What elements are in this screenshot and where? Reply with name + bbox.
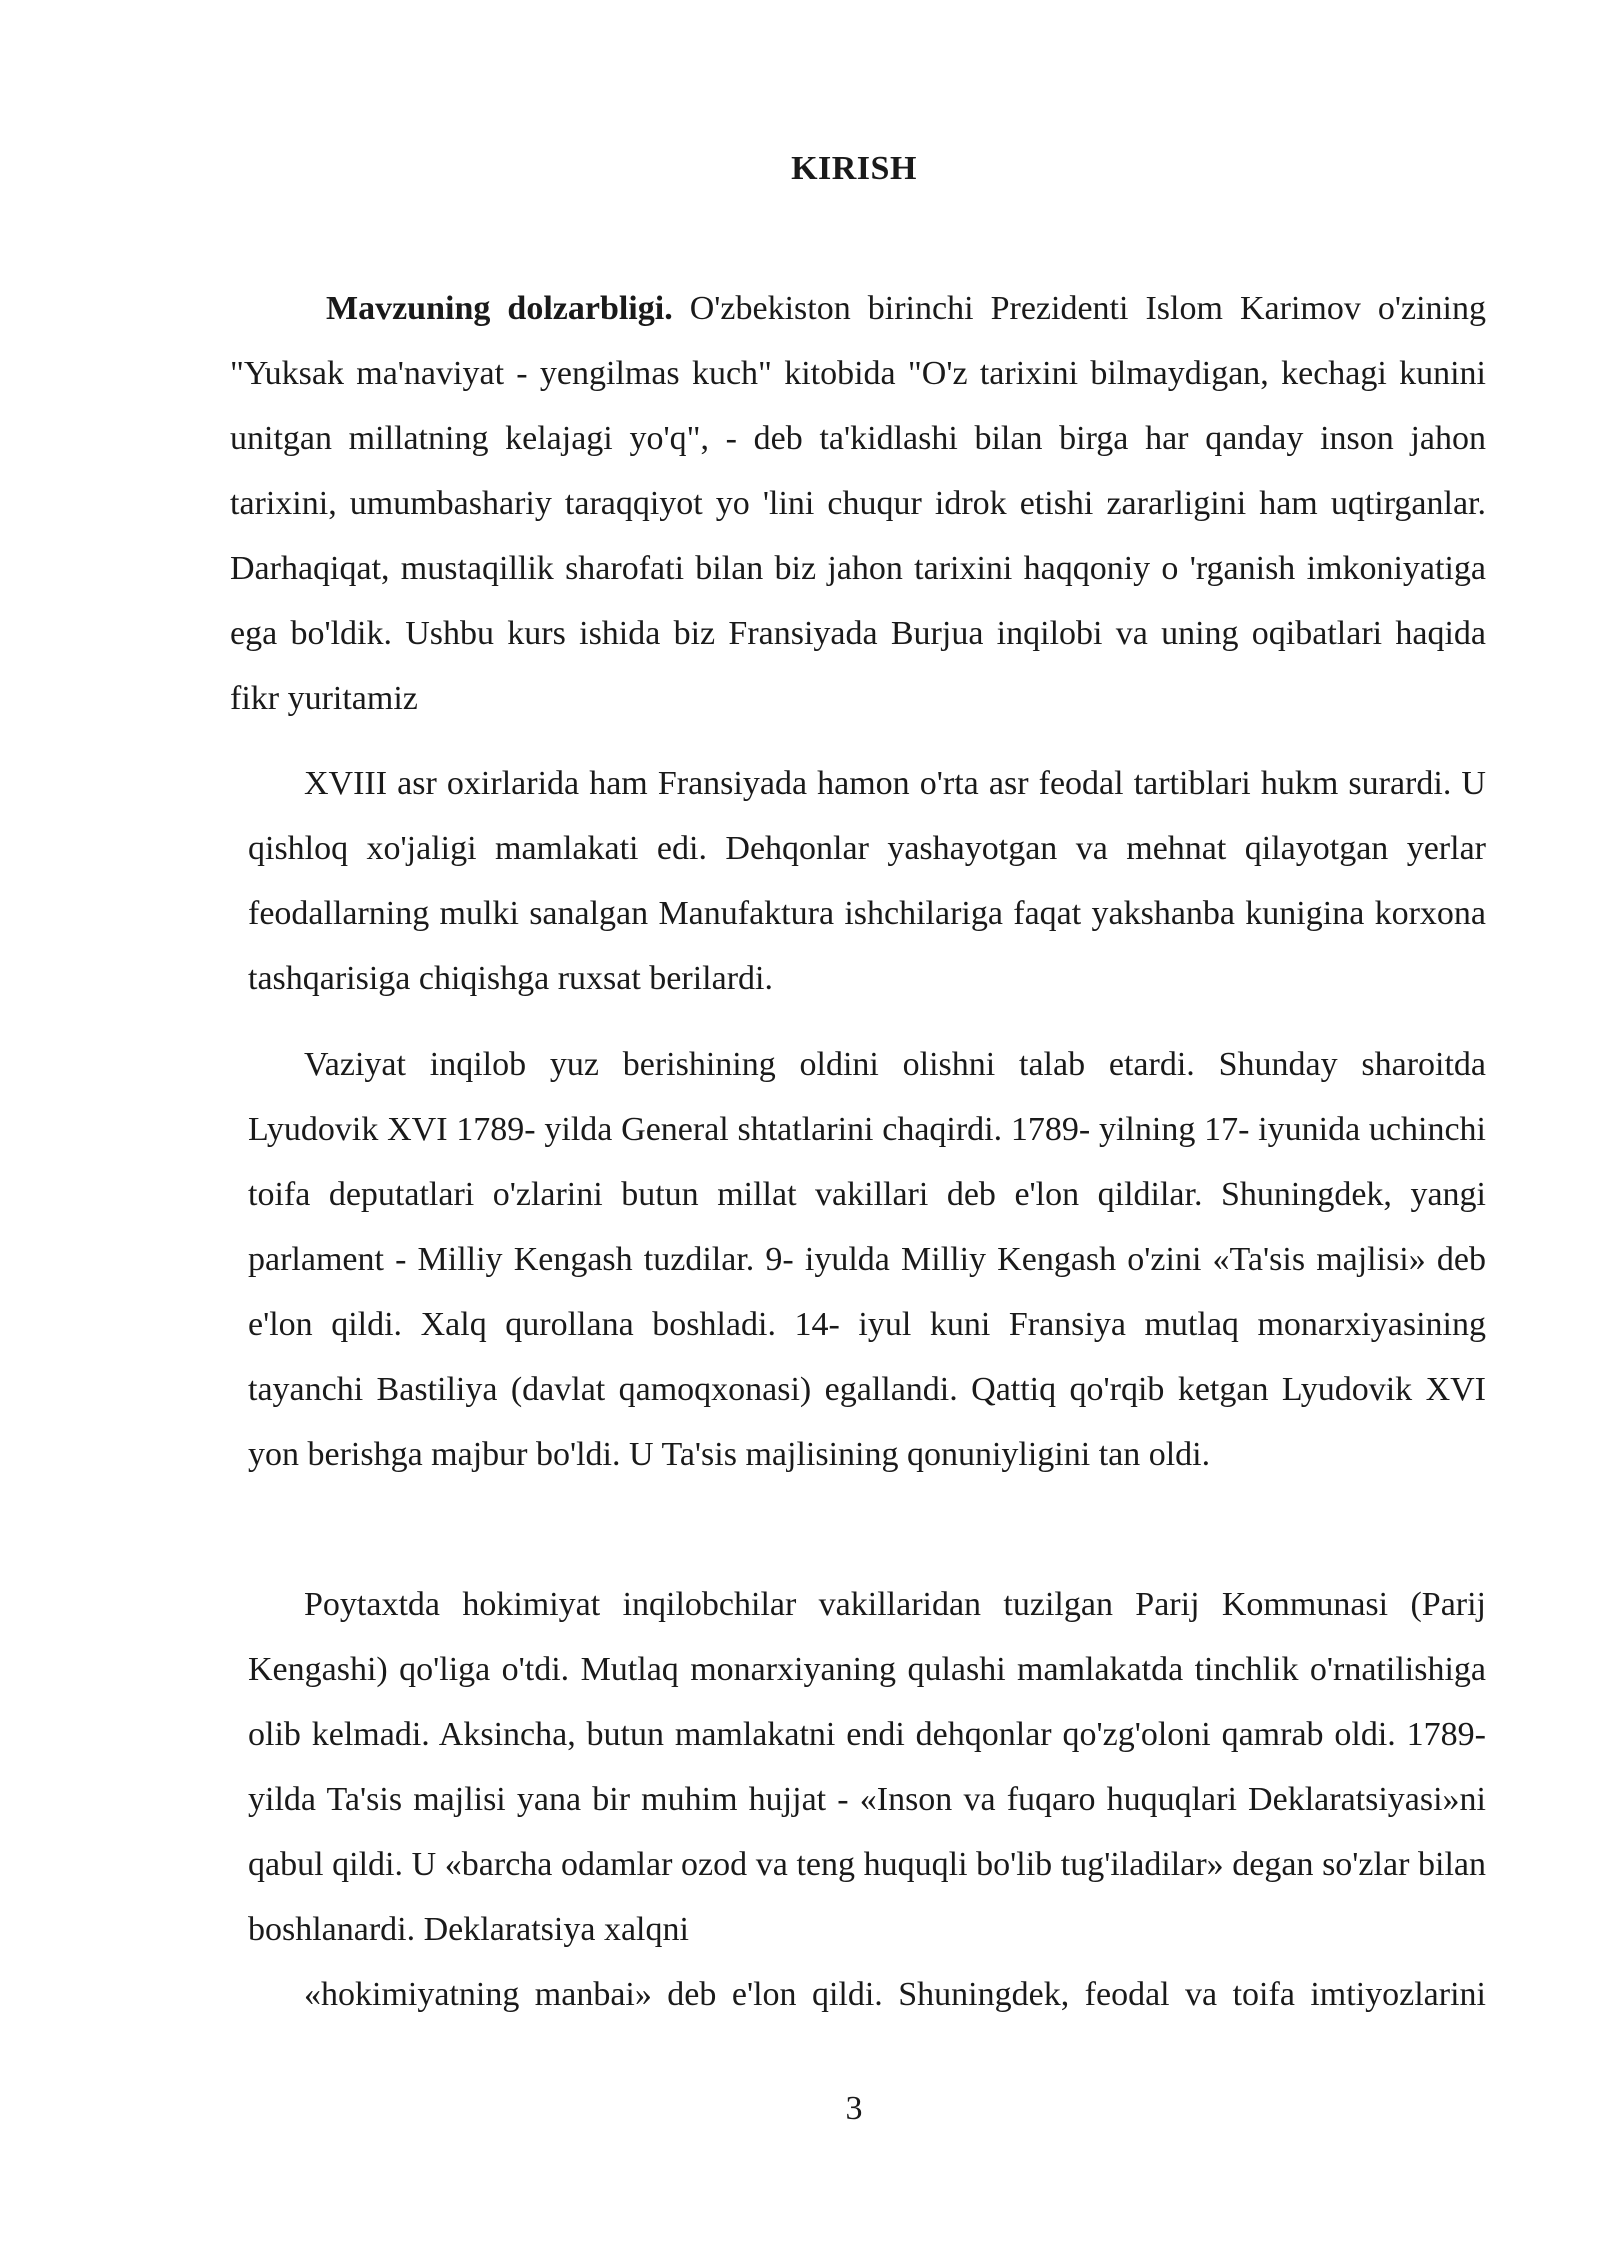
paragraph-lead-heading: Mavzuning dolzarbligi. — [326, 290, 673, 327]
paragraph-paris-commune — [248, 1572, 1486, 2027]
paragraph-revolution-events: Vaziyat inqilob yuz berishining oldini olishni talab etardi. Shunday sharoitda Lyudovik XVI 1789- yilda General shtatlarini chaqirdi. 1789- yilning 17- iyunida uchinchi toifa deputatlari o'zlarini butun millat vakillari deb e'lon qildilar. Shuningdek, yangi parlament - Milliy Kengash tuzdilar. 9- iyulda Milliy Kengash o'zini «Ta'sis majlisi» deb e'lon qildi. Xalq qurollana boshladi. 14- iyul kuni Fransiya mutlaq monarxiyasining tayanchi Bastiliya (davlat qamoqxonasi) egallandi. Qattiq qo'rqib ketgan Lyudovik XVI yon berishga majbur bo'ldi. U Ta'sis majlisining qonuniyligini tan oldi. — [248, 1046, 1486, 1473]
paragraph-feudal-order: XVIII asr oxirlarida ham Fransiyada hamon o'rta asr feodal tartiblari hukm surardi. U qishloq xo'jaligi mamlakati edi. Dehqonlar yashayotgan va mehnat qilayotgan yerlar feodallarning mulki sanalgan Manufaktura ishchilariga faqat yakshanba kunigina korxona tashqarisiga chiqishga ruxsat berilardi. — [248, 765, 1486, 997]
paragraph-text: Poytaxtda hokimiyat inqilobchilar vakillaridan tuzilgan Parij Kommunasi (Parij Kengashi) qo'liga o'tdi. Mutlaq monarxiyaning qulashi mamlakatda tinchlik o'rnatilishiga olib kelmadi. Aksincha, butun mamlakatni endi dehqonlar qo'zg'oloni qamrab oldi. 1789- yilda Ta'sis majlisi yana bir muhim hujjat - «Inson va fuqaro huquqlari Deklaratsiyasi»ni qabul qildi. U «barcha odamlar ozod va teng huquqli bo'lib tug'iladilar» degan so'zlar bilan boshlanardi. Deklaratsiya xalqni — [248, 1586, 1486, 1948]
paragraph-continued-line: «hokimiyatning manbai» deb e'lon qildi. Shuningdek, feodal va toifa imtiyozlarini — [304, 1976, 1486, 2013]
page-number: 3 — [845, 2090, 863, 2127]
paragraph-relevance — [230, 276, 1486, 731]
page-title: KIRISH — [791, 150, 917, 187]
paragraph-text: O'zbekiston birinchi Prezidenti Islom Karimov o'zining "Yuksak ma'naviyat - yengilmas kuch" kitobida "O'z tarixini bilmaydigan, kechagi kunini unitgan millatning kelajagi yo'q", - deb ta'kidlashi bilan birga har qanday inson jahon tarixini, umumbashariy taraqqiyot yo 'lini chuqur idrok etishi zararligini ham uqtirganlar. Darhaqiqat, mustaqillik sharofati bilan biz jahon tarixini haqqoniy o 'rganish imkoniyatiga ega bo'ldik. Ushbu kurs ishida biz Fransiyada Burjua inqilobi va uning oqibatlari haqida fikr yuritamiz — [230, 290, 1487, 717]
